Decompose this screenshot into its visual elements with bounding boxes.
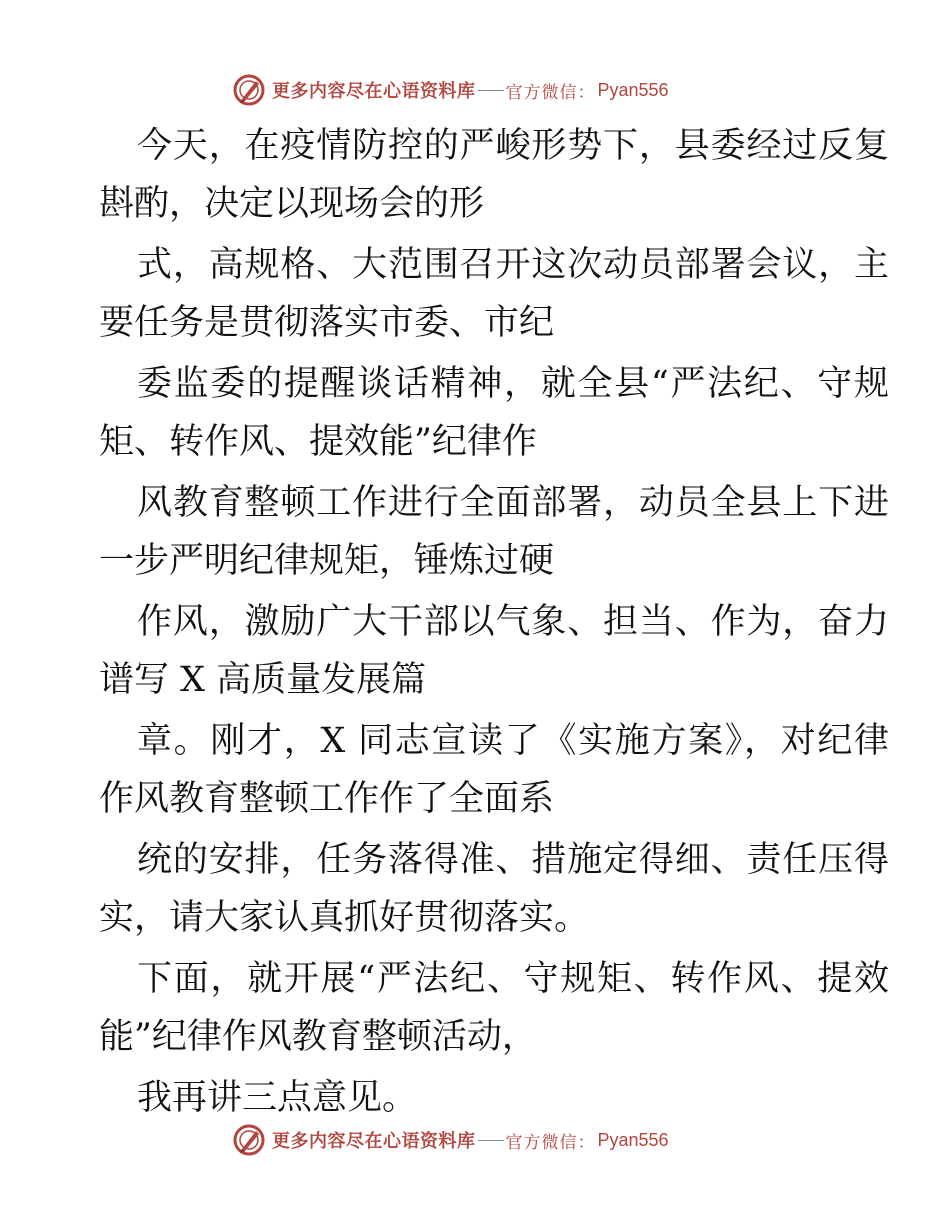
text-line: 式，高规格、大范围召开这次动员部署会议，主 [137,245,889,285]
footer-wechat-id: Pyan556 [597,1129,669,1150]
header-site-name: 更多内容尽在心语资料库 [272,81,476,102]
text-line: 统的安排，任务落得准、措施定得细、责任压得 [137,840,889,880]
footer-dash [478,1140,504,1141]
text-line: 能”纪律作风教育整顿活动， [99,1017,537,1057]
header-wechat-id: Pyan556 [597,79,669,100]
text-line: 实，请大家认真抓好贯彻落实。 [99,898,590,938]
text-line: 风教育整顿工作进行全面部署，动员全县上下进 [137,483,889,523]
text-line: 作风，激励广大干部以气象、担当、作为，奋力 [137,602,889,642]
text-line: 要任务是贯彻落实市委、市纪 [99,303,555,343]
text-line: 我再讲三点意见。 [137,1078,418,1118]
text-line: 下面，就开展“严法纪、守规矩、转作风、提效 [137,959,889,999]
text-line: 谱写 X 高质量发展篇 [99,660,427,700]
header-dash [478,90,504,91]
footer-banner [232,1121,718,1159]
footer-wechat-label: 官方微信： [505,1132,596,1153]
text-line: 今天，在疫情防控的严峻形势下，县委经过反复 [137,126,889,166]
footer-site-name: 更多内容尽在心语资料库 [272,1131,476,1152]
text-line: 一步严明纪律规矩，锤炼过硬 [99,541,555,581]
pen-circle-logo-icon [232,1123,266,1157]
header-banner [232,71,718,109]
text-line: 委监委的提醒谈话精神，就全县“严法纪、守规 [137,364,889,404]
text-line: 斟酌，决定以现场会的形 [99,184,485,224]
header-wechat-label: 官方微信： [505,82,596,103]
text-line: 矩、转作风、提效能”纪律作 [99,422,537,462]
document-body [99,126,889,1136]
pen-circle-logo-icon [232,73,266,107]
text-line: 作风教育整顿工作作了全面系 [99,779,555,819]
text-line: 章。刚才，X 同志宣读了《实施方案》，对纪律 [137,721,889,761]
